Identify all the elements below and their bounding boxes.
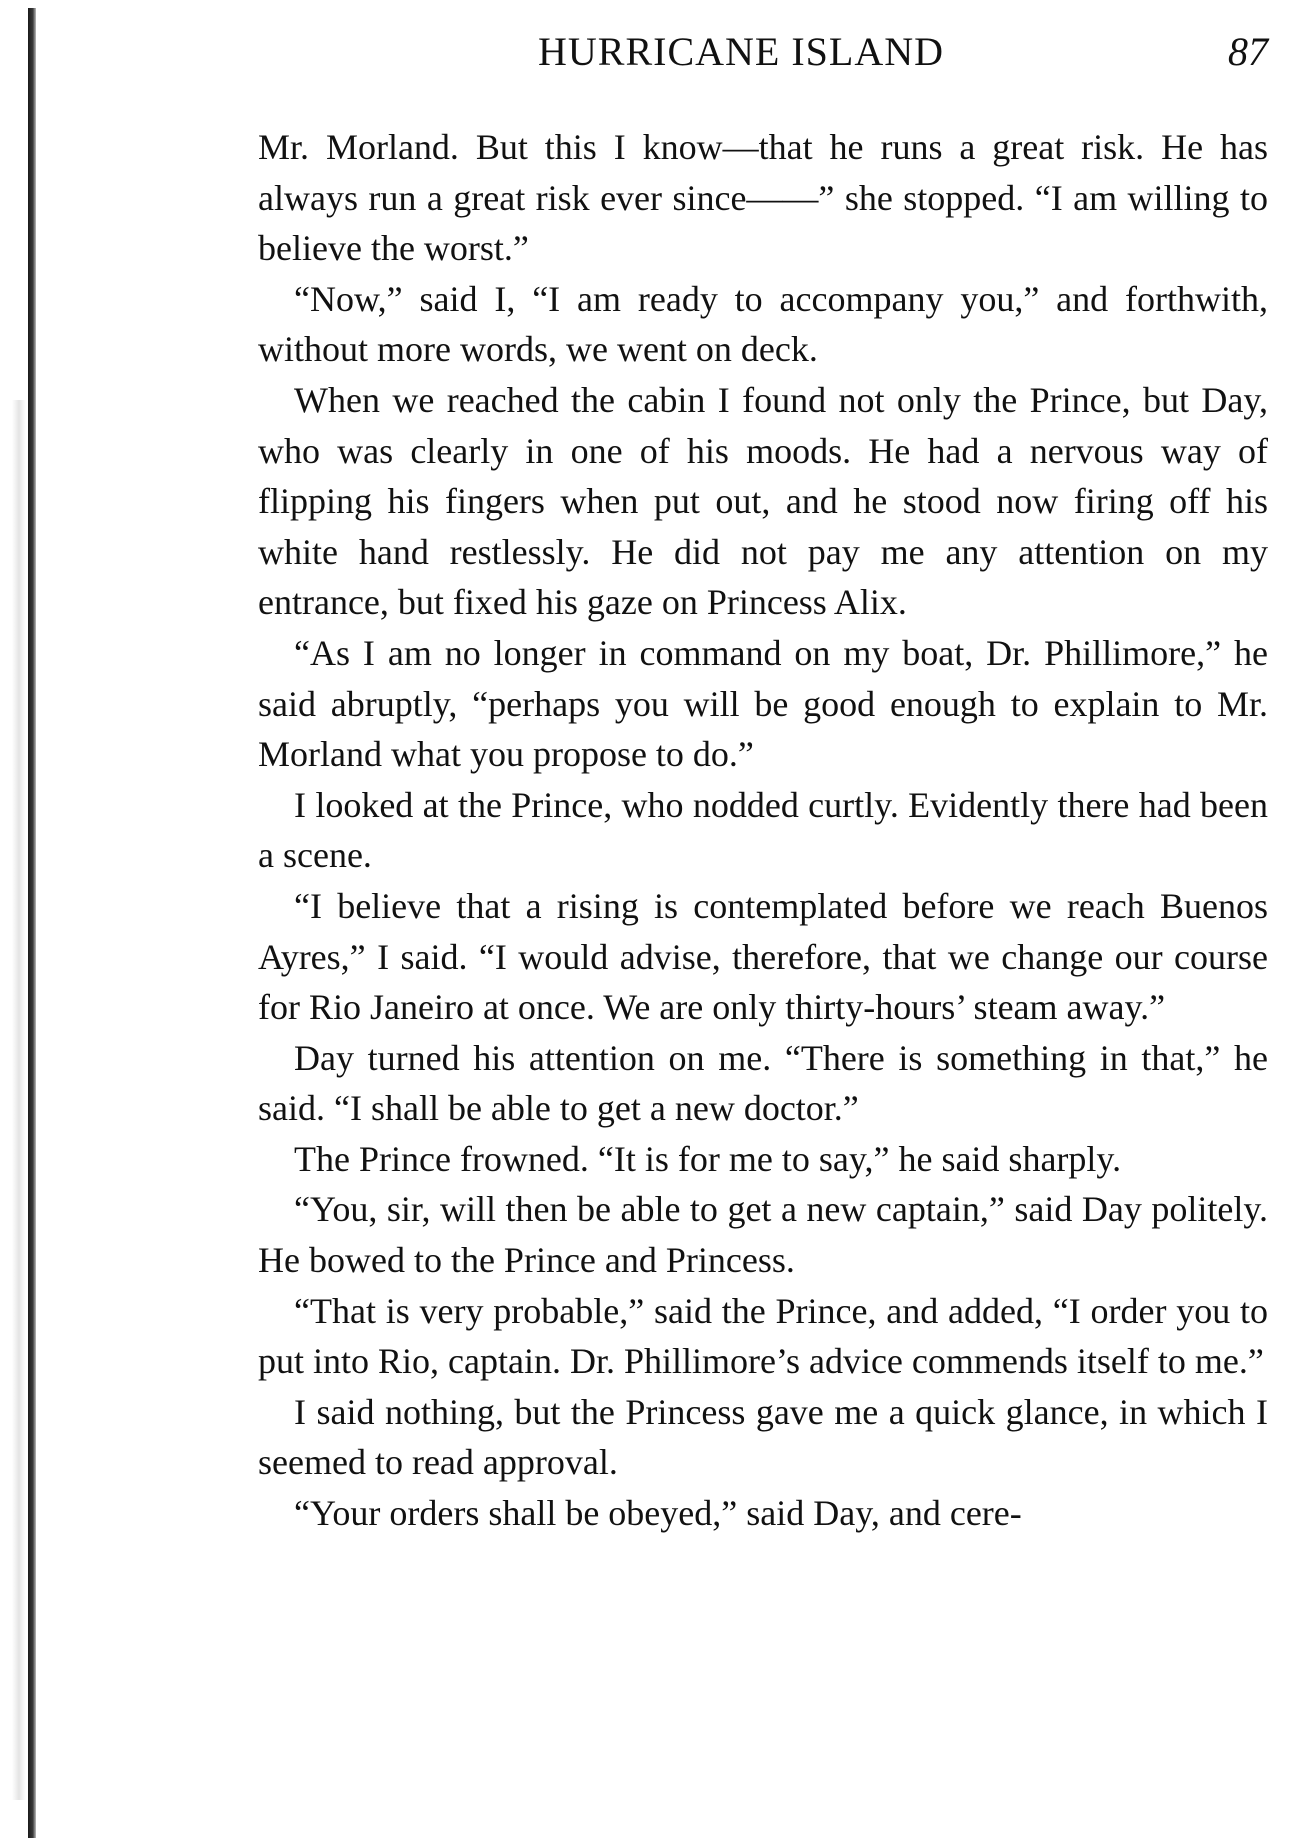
paragraph: “You, sir, will then be able to get a new captain,” said Day politely. He bowed to the Prince and Princess.: [258, 1189, 1268, 1281]
binding-edge: [28, 8, 36, 1838]
running-head-title: HURRICANE ISLAND: [538, 29, 944, 74]
paragraph: When we reached the cabin I found not only the Prince, but Day, who was clearly in one of his moods. He had a nervous way of flipping his fingers when put out, and he stood now firing off his white hand restlessly. He did not pay me any attention on my entrance, but fixed his gaze on Princess Alix.: [258, 379, 1268, 623]
paragraph: “I believe that a rising is contemplated before we reach Buenos Ayres,” I said. “I would advise, therefore, that we change our course for Rio Janeiro at once. We are only thirty-hours’ steam away.”: [258, 885, 1268, 1028]
paragraph: Mr. Morland. But this I know—that he runs a great risk. He has always run a great risk ever since——” she stopped. “I am willing to believe the worst.”: [258, 127, 1268, 269]
page-number: 87: [1228, 29, 1268, 74]
running-head: [258, 28, 1268, 88]
paragraph: The Prince frowned. “It is for me to say,” he said sharply.: [294, 1138, 1122, 1179]
paragraph: I said nothing, but the Princess gave me a quick glance, in which I seemed to read approval.: [258, 1391, 1268, 1483]
body-text: [258, 122, 1268, 1539]
paragraph: “Your orders shall be obeyed,” said Day, and cere-: [294, 1493, 1022, 1534]
paragraph: “Now,” said I, “I am ready to accompany you,” and forthwith, without more words, we went on deck.: [258, 278, 1268, 370]
paragraph: Day turned his attention on me. “There is something in that,” he said. “I shall be able to get a new doctor.”: [258, 1037, 1268, 1129]
paragraph: “That is very probable,” said the Prince, and added, “I order you to put into Rio, captain. Dr. Phillimore’s advice commends itself to me.”: [258, 1290, 1268, 1382]
binding-shadow: [12, 400, 26, 1800]
paragraph: I looked at the Prince, who nodded curtly. Evidently there had been a scene.: [258, 784, 1268, 876]
paragraph: “As I am no longer in command on my boat, Dr. Phillimore,” he said abruptly, “perhaps you will be good enough to explain to Mr. Morland what you propose to do.”: [258, 632, 1268, 775]
